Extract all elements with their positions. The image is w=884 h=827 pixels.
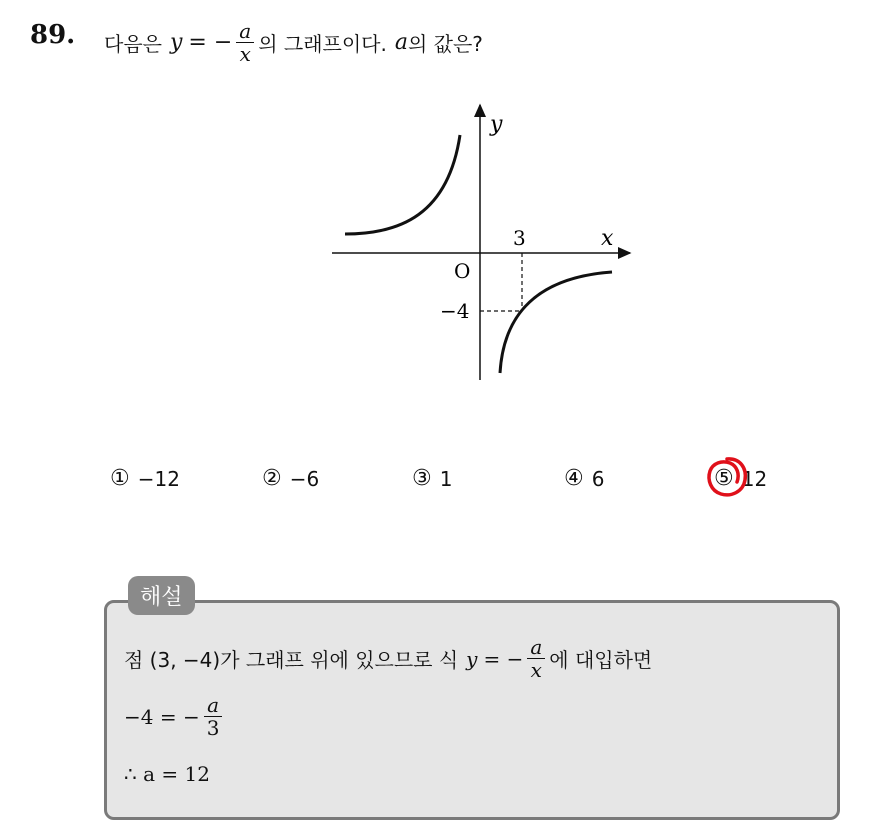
hyperbola-left-branch bbox=[345, 135, 460, 234]
x-tick-label: 3 bbox=[513, 226, 526, 250]
solution-line2-den: 3 bbox=[206, 716, 220, 740]
question-var: a bbox=[394, 30, 408, 55]
solution-line1-suffix: 에 대입하면 bbox=[549, 648, 653, 672]
question-prefix: 다음은 bbox=[104, 32, 162, 56]
solution-line1-eq: = − bbox=[483, 646, 524, 671]
question-frac-den: x bbox=[239, 42, 251, 66]
y-tick-label: −4 bbox=[440, 299, 470, 323]
choice-5-mark: ⑤ bbox=[714, 466, 734, 491]
question-lhs: y bbox=[169, 30, 183, 55]
hyperbola-graph bbox=[320, 95, 650, 395]
answer-circle-mark bbox=[704, 454, 750, 500]
choice-1-value: −12 bbox=[137, 466, 180, 491]
solution-line1-den: x bbox=[530, 658, 542, 682]
question-number: 89. bbox=[30, 20, 76, 50]
solution-line2-lhs: −4 = − bbox=[124, 704, 200, 729]
choice-4-mark: ④ bbox=[564, 466, 584, 491]
solution-line-1 bbox=[124, 636, 652, 681]
solution-tag: 해설 bbox=[128, 576, 195, 615]
question-suffix: 의 그래프이다. bbox=[258, 32, 387, 56]
solution-line1-prefix: 점 (3, −4)가 그래프 위에 있으므로 식 bbox=[124, 648, 459, 672]
question-ask: 의 값은? bbox=[407, 32, 483, 56]
choice-1-mark: ① bbox=[110, 466, 130, 491]
x-axis-label: x bbox=[601, 226, 614, 251]
question-frac-num: a bbox=[236, 20, 254, 43]
choice-4[interactable] bbox=[564, 466, 604, 491]
choice-4-value: 6 bbox=[591, 466, 605, 491]
choice-5-value: 12 bbox=[741, 466, 768, 491]
solution-line1-lhs: y bbox=[466, 646, 478, 671]
question-eq: = − bbox=[188, 30, 233, 55]
choice-1[interactable] bbox=[110, 466, 180, 491]
solution-line1-num: a bbox=[527, 636, 545, 659]
solution-line1-fraction bbox=[527, 636, 545, 681]
hyperbola-right-branch bbox=[500, 272, 612, 373]
choice-3-mark: ③ bbox=[412, 466, 432, 491]
origin-label: O bbox=[454, 259, 471, 283]
question-text bbox=[104, 20, 483, 65]
choice-2[interactable] bbox=[262, 466, 319, 491]
choice-3-value: 1 bbox=[439, 466, 453, 491]
choice-3[interactable] bbox=[412, 466, 452, 491]
solution-line2-fraction bbox=[204, 694, 223, 739]
choice-2-value: −6 bbox=[289, 466, 320, 491]
question-fraction bbox=[236, 20, 254, 65]
solution-line-3: ∴ a = 12 bbox=[124, 762, 210, 786]
choice-2-mark: ② bbox=[262, 466, 282, 491]
solution-line2-num: a bbox=[204, 694, 222, 717]
y-axis-label: y bbox=[490, 112, 503, 137]
solution-line-2 bbox=[124, 694, 226, 739]
